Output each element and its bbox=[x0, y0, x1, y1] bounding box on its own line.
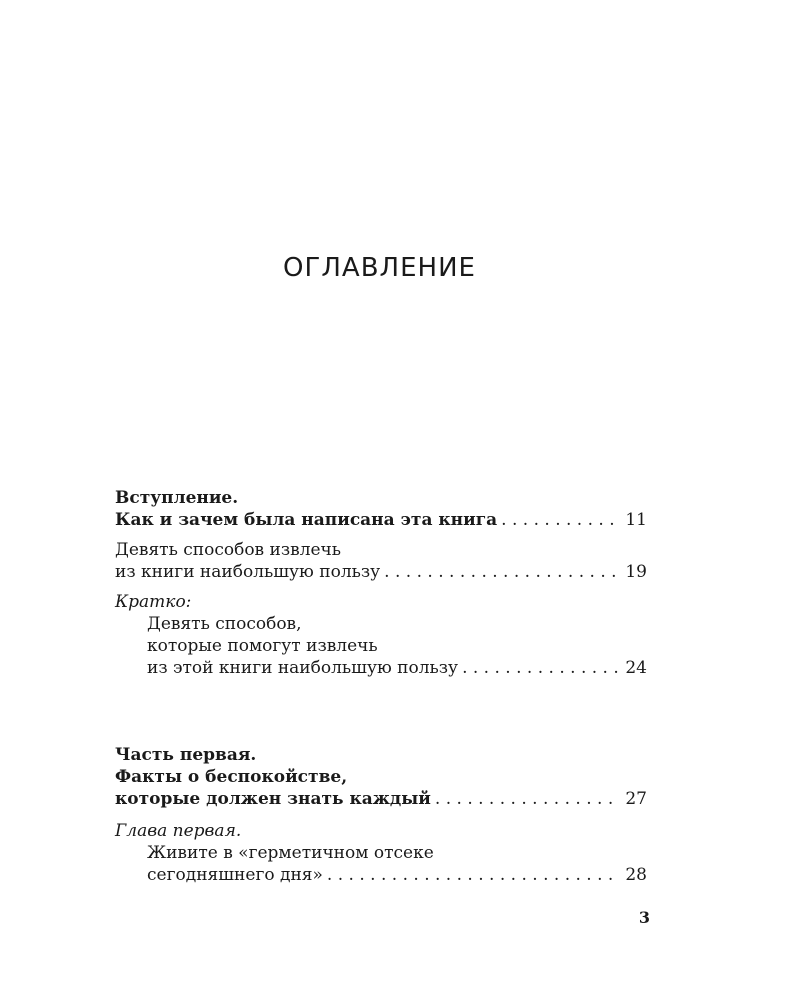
toc-page-number: 27 bbox=[625, 789, 647, 809]
toc-entry-text: Как и зачем была написана эта книга bbox=[115, 510, 498, 530]
toc-entry-line bbox=[115, 509, 647, 531]
page-title: ОГЛАВЛЕНИЕ bbox=[283, 253, 476, 283]
dot-leader bbox=[431, 788, 619, 810]
toc-entry-line bbox=[115, 842, 647, 864]
toc-entry-line bbox=[115, 864, 647, 886]
toc-page-number: 24 bbox=[625, 658, 647, 678]
toc-entry-text: Факты о беспокойстве, bbox=[115, 767, 348, 787]
toc-entry-text: из этой книги наибольшую пользу bbox=[147, 658, 459, 678]
toc-entry-label-text: Глава первая. bbox=[115, 821, 242, 841]
toc-entry-introduction[interactable] bbox=[115, 487, 647, 531]
toc-entry-text: сегодняшнего дня» bbox=[147, 865, 323, 885]
toc-entry-line bbox=[115, 766, 647, 788]
toc-entry-line bbox=[115, 613, 647, 635]
toc-page-number: 19 bbox=[625, 562, 647, 582]
toc-entry-label bbox=[115, 591, 647, 613]
dot-leader bbox=[380, 561, 619, 583]
toc-entry-text: Живите в «герметичном отсеке bbox=[147, 843, 434, 863]
toc-entry-summary[interactable] bbox=[115, 591, 647, 679]
toc-entry-label-text: Кратко: bbox=[115, 592, 192, 612]
toc-entry-text: Девять способов, bbox=[147, 614, 302, 634]
dot-leader bbox=[458, 657, 619, 679]
toc-entry-text: которые должен знать каждый bbox=[115, 789, 431, 809]
toc-page-number: 11 bbox=[625, 510, 647, 530]
dot-leader bbox=[323, 864, 619, 886]
toc-entry-nine-ways[interactable] bbox=[115, 539, 647, 583]
toc-entry-line bbox=[115, 561, 647, 583]
toc-entry-text: из книги наибольшую пользу bbox=[115, 562, 381, 582]
toc-entry-line bbox=[115, 744, 647, 766]
toc-entry-text: которые помогут извлечь bbox=[147, 636, 378, 656]
toc-entry-label bbox=[115, 820, 647, 842]
toc-entry-line bbox=[115, 539, 647, 561]
toc-entry-text: Вступление. bbox=[115, 488, 239, 508]
toc-entry-text: Девять способов извлечь bbox=[115, 540, 342, 560]
toc-entry-chapter-one[interactable] bbox=[115, 820, 647, 886]
dot-leader bbox=[497, 509, 619, 531]
toc-entry-text: Часть первая. bbox=[115, 745, 257, 765]
page-number: 3 bbox=[638, 908, 650, 927]
toc-entry-part-one[interactable] bbox=[115, 744, 647, 810]
toc-page-number: 28 bbox=[625, 865, 647, 885]
toc-entry-line bbox=[115, 788, 647, 810]
toc-entry-line bbox=[115, 487, 647, 509]
toc-entry-line bbox=[115, 635, 647, 657]
toc-entry-line bbox=[115, 657, 647, 679]
